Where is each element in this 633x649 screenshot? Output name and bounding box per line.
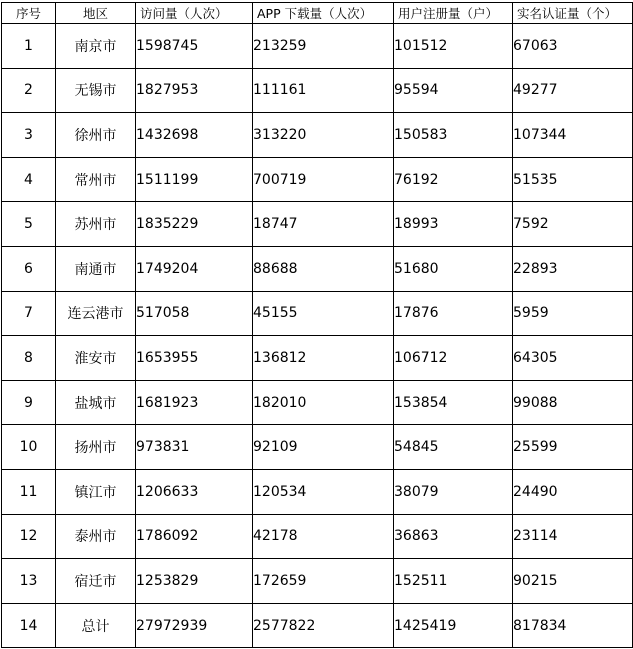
table-row <box>2 469 633 514</box>
header-registered: 用户注册量（户） <box>394 3 513 24</box>
header-no: 序号 <box>2 3 56 24</box>
cell-area: 南通市 <box>56 246 136 291</box>
cell-visits: 1432698 <box>136 113 253 158</box>
cell-area: 总计 <box>56 603 136 648</box>
cell-visits: 27972939 <box>136 603 253 648</box>
table-row <box>2 514 633 559</box>
cell-downloads: 92109 <box>253 425 394 470</box>
cell-registered: 51680 <box>394 246 513 291</box>
cell-visits: 1253829 <box>136 559 253 604</box>
cell-verified: 107344 <box>513 113 633 158</box>
cell-verified: 24490 <box>513 469 633 514</box>
table-row <box>2 113 633 158</box>
cell-downloads: 213259 <box>253 24 394 69</box>
cell-verified: 7592 <box>513 202 633 247</box>
cell-area: 淮安市 <box>56 336 136 381</box>
cell-registered: 17876 <box>394 291 513 336</box>
cell-registered: 38079 <box>394 469 513 514</box>
cell-no: 4 <box>2 157 56 202</box>
cell-registered: 153854 <box>394 380 513 425</box>
statistics-table <box>1 2 633 648</box>
cell-visits: 1511199 <box>136 157 253 202</box>
cell-downloads: 172659 <box>253 559 394 604</box>
header-area: 地区 <box>56 3 136 24</box>
cell-downloads: 2577822 <box>253 603 394 648</box>
cell-area: 徐州市 <box>56 113 136 158</box>
cell-visits: 1206633 <box>136 469 253 514</box>
cell-visits: 1653955 <box>136 336 253 381</box>
cell-no: 12 <box>2 514 56 559</box>
cell-no: 6 <box>2 246 56 291</box>
cell-downloads: 182010 <box>253 380 394 425</box>
cell-area: 扬州市 <box>56 425 136 470</box>
cell-verified: 49277 <box>513 68 633 113</box>
cell-verified: 817834 <box>513 603 633 648</box>
cell-downloads: 313220 <box>253 113 394 158</box>
cell-registered: 36863 <box>394 514 513 559</box>
cell-registered: 152511 <box>394 559 513 604</box>
cell-no: 11 <box>2 469 56 514</box>
cell-verified: 5959 <box>513 291 633 336</box>
table-row <box>2 68 633 113</box>
cell-registered: 150583 <box>394 113 513 158</box>
cell-no: 14 <box>2 603 56 648</box>
cell-no: 10 <box>2 425 56 470</box>
cell-area: 连云港市 <box>56 291 136 336</box>
cell-no: 3 <box>2 113 56 158</box>
cell-registered: 54845 <box>394 425 513 470</box>
cell-verified: 90215 <box>513 559 633 604</box>
cell-downloads: 136812 <box>253 336 394 381</box>
cell-no: 1 <box>2 24 56 69</box>
cell-downloads: 120534 <box>253 469 394 514</box>
header-row <box>2 3 633 24</box>
cell-area: 盐城市 <box>56 380 136 425</box>
table-row <box>2 336 633 381</box>
table-row <box>2 559 633 604</box>
cell-no: 7 <box>2 291 56 336</box>
table-row <box>2 380 633 425</box>
cell-verified: 67063 <box>513 24 633 69</box>
cell-no: 5 <box>2 202 56 247</box>
cell-verified: 51535 <box>513 157 633 202</box>
cell-registered: 18993 <box>394 202 513 247</box>
cell-visits: 1786092 <box>136 514 253 559</box>
cell-downloads: 18747 <box>253 202 394 247</box>
cell-verified: 64305 <box>513 336 633 381</box>
cell-area: 苏州市 <box>56 202 136 247</box>
header-visits: 访问量（人次） <box>136 3 253 24</box>
table-row <box>2 24 633 69</box>
cell-registered: 106712 <box>394 336 513 381</box>
cell-downloads: 45155 <box>253 291 394 336</box>
cell-no: 8 <box>2 336 56 381</box>
cell-verified: 23114 <box>513 514 633 559</box>
cell-downloads: 700719 <box>253 157 394 202</box>
cell-verified: 25599 <box>513 425 633 470</box>
cell-area: 宿迁市 <box>56 559 136 604</box>
cell-registered: 101512 <box>394 24 513 69</box>
cell-downloads: 111161 <box>253 68 394 113</box>
cell-no: 9 <box>2 380 56 425</box>
cell-area: 常州市 <box>56 157 136 202</box>
header-downloads: APP 下载量（人次） <box>253 3 394 24</box>
cell-area: 无锡市 <box>56 68 136 113</box>
cell-area: 镇江市 <box>56 469 136 514</box>
table-row <box>2 603 633 648</box>
cell-area: 南京市 <box>56 24 136 69</box>
table-row <box>2 246 633 291</box>
cell-visits: 517058 <box>136 291 253 336</box>
cell-visits: 1598745 <box>136 24 253 69</box>
table-row <box>2 291 633 336</box>
cell-registered: 1425419 <box>394 603 513 648</box>
cell-verified: 99088 <box>513 380 633 425</box>
cell-visits: 1827953 <box>136 68 253 113</box>
cell-no: 2 <box>2 68 56 113</box>
cell-registered: 95594 <box>394 68 513 113</box>
cell-visits: 1749204 <box>136 246 253 291</box>
table-row <box>2 425 633 470</box>
cell-visits: 1835229 <box>136 202 253 247</box>
cell-registered: 76192 <box>394 157 513 202</box>
cell-area: 泰州市 <box>56 514 136 559</box>
cell-verified: 22893 <box>513 246 633 291</box>
header-verified: 实名认证量（个） <box>513 3 633 24</box>
cell-downloads: 88688 <box>253 246 394 291</box>
table-row <box>2 157 633 202</box>
cell-no: 13 <box>2 559 56 604</box>
cell-visits: 973831 <box>136 425 253 470</box>
table-body <box>2 24 633 648</box>
cell-visits: 1681923 <box>136 380 253 425</box>
table-row <box>2 202 633 247</box>
cell-downloads: 42178 <box>253 514 394 559</box>
